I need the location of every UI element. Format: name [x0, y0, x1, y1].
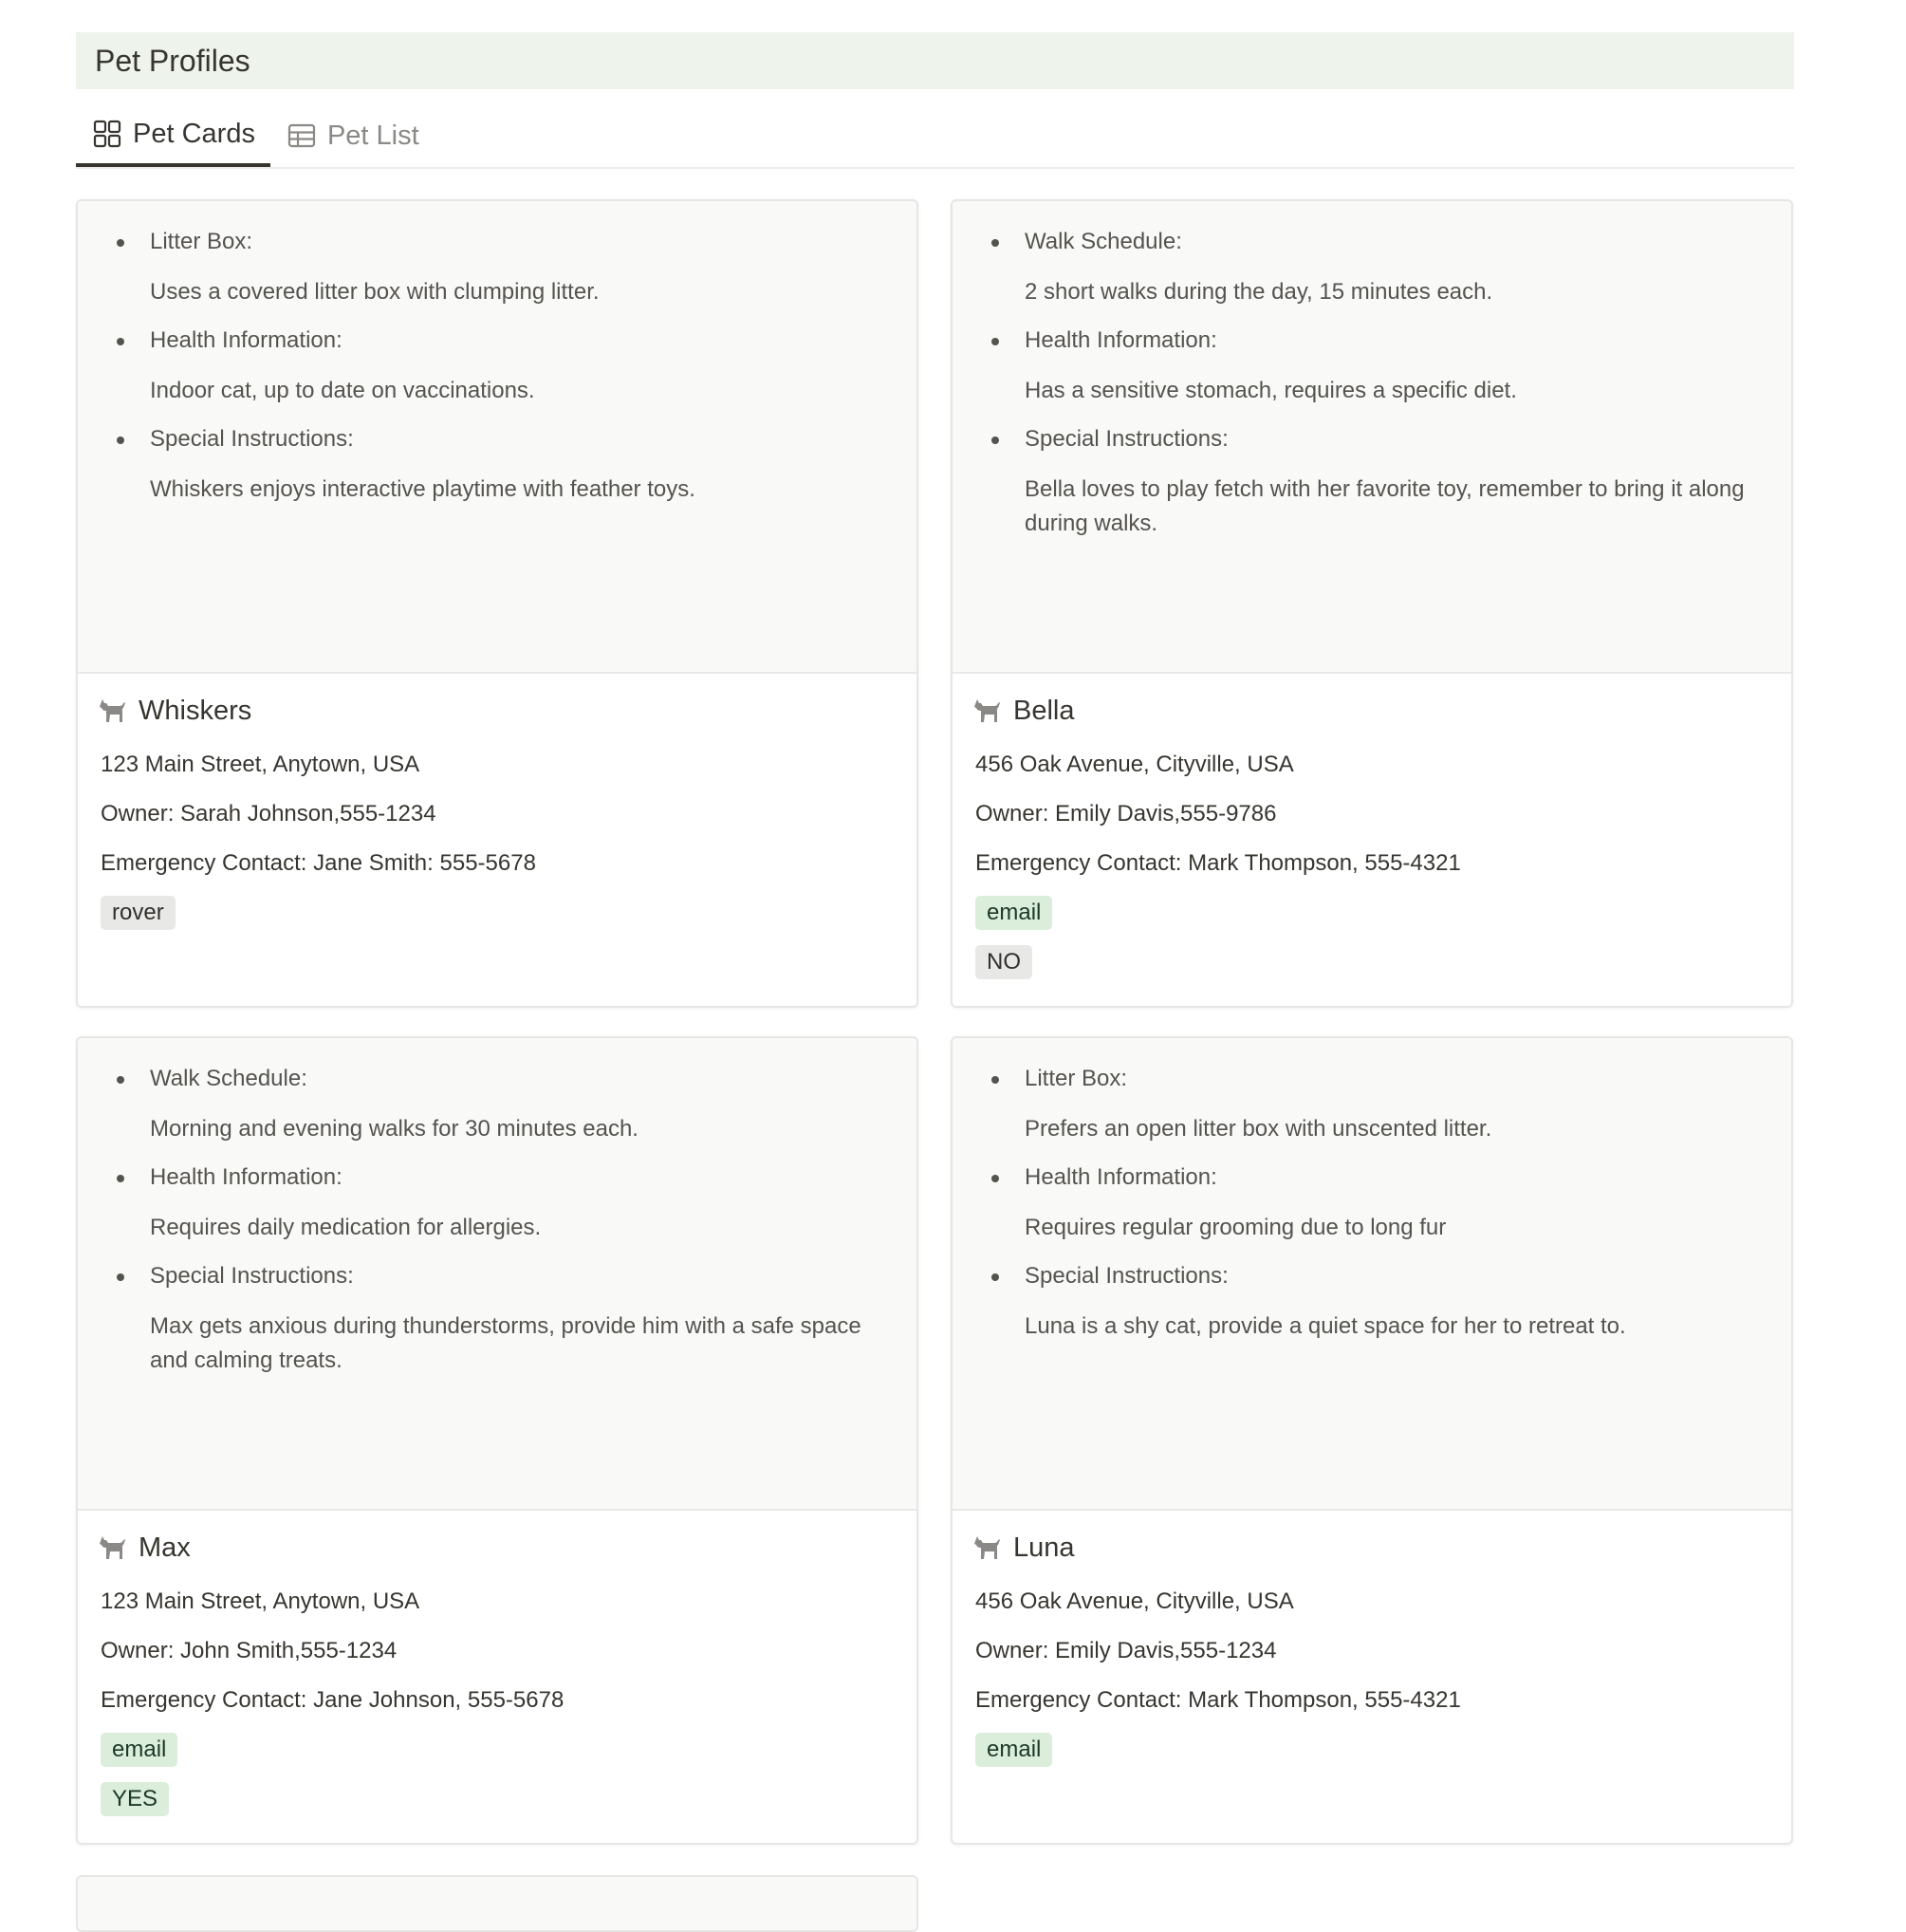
- pet-name: Max: [139, 1532, 191, 1563]
- page-header: [76, 32, 1794, 89]
- list-item: [150, 1161, 879, 1245]
- item-text: Prefers an open litter box with unscented litter.: [1025, 1116, 1492, 1142]
- dog-icon: [972, 696, 1002, 726]
- emergency-contact-field: Emergency Contact: Jane Johnson, 555-5678: [101, 1687, 564, 1713]
- pet-name: Whiskers: [139, 695, 252, 726]
- item-text: Morning and evening walks for 30 minutes each.: [150, 1116, 638, 1142]
- emergency-contact-field: Emergency Contact: Jane Smith: 555-5678: [101, 850, 536, 876]
- address-field: 456 Oak Avenue, Cityville, USA: [975, 1588, 1294, 1614]
- item-text: Has a sensitive stomach, requires a specific diet.: [1025, 378, 1517, 403]
- list-item: [150, 423, 879, 507]
- item-text: Requires daily medication for allergies.: [150, 1215, 542, 1240]
- owner-field: Owner: John Smith,555-1234: [101, 1638, 398, 1663]
- address-field: 456 Oak Avenue, Cityville, USA: [975, 752, 1294, 777]
- preview-list: [150, 1063, 879, 1378]
- table-icon: [287, 121, 316, 150]
- item-label: Health Information:: [1025, 1164, 1217, 1190]
- item-text: 2 short walks during the day, 15 minutes each.: [1025, 279, 1493, 305]
- item-text: Indoor cat, up to date on vaccinations.: [150, 378, 535, 403]
- list-item: [1025, 423, 1753, 541]
- list-item: [1025, 325, 1753, 408]
- card-preview: [953, 1038, 1791, 1511]
- dog-icon: [972, 1533, 1002, 1563]
- dog-icon: [97, 1533, 127, 1563]
- item-label: Health Information:: [150, 327, 342, 353]
- card-body: [953, 1511, 1791, 1782]
- emergency-contact-field: Emergency Contact: Mark Thompson, 555-4321: [975, 850, 1461, 876]
- card-preview: [78, 1038, 916, 1511]
- list-item: [150, 226, 879, 309]
- item-label: Health Information:: [1025, 327, 1217, 353]
- tag: NO: [975, 945, 1032, 979]
- item-label: Special Instructions:: [1025, 426, 1229, 452]
- pet-title: [973, 1528, 1791, 1568]
- tag: email: [975, 896, 1052, 930]
- page-title: Pet Profiles: [95, 43, 250, 78]
- pet-card[interactable]: [76, 1875, 918, 1932]
- item-label: Litter Box:: [1025, 1066, 1128, 1091]
- tab-label: Pet List: [326, 120, 419, 151]
- owner-field: Owner: Sarah Johnson,555-1234: [101, 801, 436, 827]
- tag: email: [101, 1733, 177, 1767]
- tab-pet-list[interactable]: [270, 104, 435, 167]
- list-item: [150, 1260, 879, 1378]
- owner-field: Owner: Emily Davis,555-1234: [975, 1638, 1277, 1663]
- pet-title: [973, 691, 1791, 731]
- preview-list: [1025, 226, 1753, 541]
- item-text: Requires regular grooming due to long fur: [1025, 1215, 1447, 1240]
- tag: YES: [101, 1782, 169, 1816]
- pet-card[interactable]: [951, 1036, 1793, 1845]
- list-item: [150, 1063, 879, 1146]
- list-item: [1025, 1260, 1753, 1344]
- item-text: Luna is a shy cat, provide a quiet space for her to retreat to.: [1025, 1313, 1626, 1339]
- item-label: Special Instructions:: [150, 1263, 354, 1289]
- pet-title: [99, 1528, 916, 1568]
- item-label: Walk Schedule:: [1025, 229, 1182, 254]
- preview-list: [150, 226, 879, 507]
- address-field: 123 Main Street, Anytown, USA: [101, 752, 420, 777]
- grid-icon: [93, 120, 121, 148]
- card-body: [953, 674, 1791, 994]
- tag: rover: [101, 896, 176, 930]
- pet-name: Bella: [1013, 695, 1075, 726]
- item-label: Health Information:: [150, 1164, 342, 1190]
- item-text: Bella loves to play fetch with her favorite toy, remember to bring it along during walks.: [1025, 476, 1745, 536]
- item-label: Special Instructions:: [150, 426, 354, 452]
- list-item: [1025, 1063, 1753, 1146]
- item-label: Special Instructions:: [1025, 1263, 1229, 1289]
- card-body: [78, 1511, 916, 1831]
- list-item: [1025, 226, 1753, 309]
- dog-icon: [97, 696, 127, 726]
- item-text: Uses a covered litter box with clumping litter.: [150, 279, 600, 305]
- item-label: Litter Box:: [150, 229, 253, 254]
- card-preview: [953, 201, 1791, 674]
- pet-card[interactable]: [76, 199, 918, 1008]
- tab-label: Pet Cards: [133, 118, 255, 149]
- tab-pet-cards[interactable]: [76, 104, 270, 167]
- emergency-contact-field: Emergency Contact: Mark Thompson, 555-4321: [975, 1687, 1461, 1713]
- pet-title: [99, 691, 916, 731]
- pet-name: Luna: [1013, 1532, 1075, 1563]
- item-label: Walk Schedule:: [150, 1066, 307, 1091]
- pet-card[interactable]: [951, 199, 1793, 1008]
- card-preview: [78, 201, 916, 674]
- item-text: Max gets anxious during thunderstorms, provide him with a safe space and calming treats.: [150, 1313, 861, 1373]
- card-body: [78, 674, 916, 945]
- preview-list: [1025, 1063, 1753, 1344]
- list-item: [150, 325, 879, 408]
- tag: email: [975, 1733, 1052, 1767]
- owner-field: Owner: Emily Davis,555-9786: [975, 801, 1277, 827]
- view-tabs: [76, 104, 1794, 169]
- pet-card[interactable]: [76, 1036, 918, 1845]
- address-field: 123 Main Street, Anytown, USA: [101, 1588, 420, 1614]
- list-item: [1025, 1161, 1753, 1245]
- item-text: Whiskers enjoys interactive playtime with feather toys.: [150, 476, 695, 502]
